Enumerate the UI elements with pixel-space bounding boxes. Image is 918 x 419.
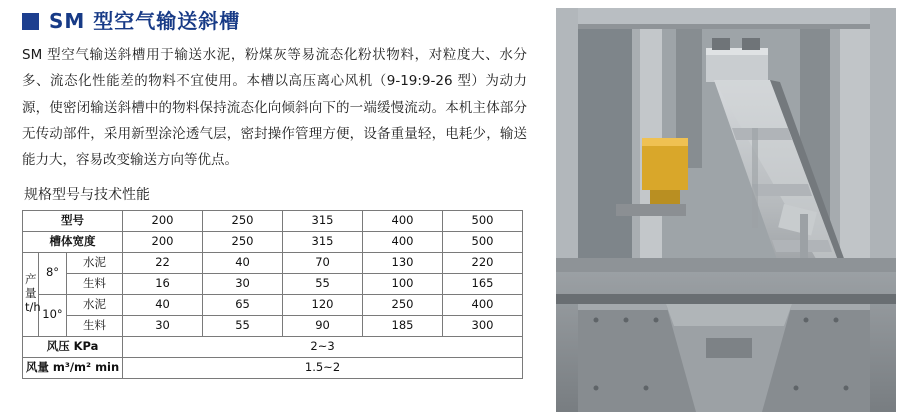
material-label-cement-8: 水泥 [67, 252, 123, 273]
cell-r8-2: 30 [203, 273, 283, 294]
table-row [23, 315, 523, 336]
angle-label-10: 10° [39, 294, 67, 336]
cell-r10-5: 300 [443, 315, 523, 336]
table-row [23, 231, 523, 252]
cell-width-5: 500 [443, 231, 523, 252]
material-label-raw-10: 生料 [67, 315, 123, 336]
cell-r8-4: 100 [363, 273, 443, 294]
cell-r10-1: 30 [123, 315, 203, 336]
cell-c10-2: 65 [203, 294, 283, 315]
left-content-column [22, 10, 532, 379]
cell-c10-4: 250 [363, 294, 443, 315]
cell-c8-3: 70 [283, 252, 363, 273]
air-slide-conveyor-photo [556, 8, 896, 412]
cell-r10-3: 90 [283, 315, 363, 336]
page-title [22, 10, 532, 32]
cell-pressure-value: 2~3 [123, 336, 523, 357]
cell-r8-5: 165 [443, 273, 523, 294]
cell-model-2: 250 [203, 210, 283, 231]
table-row [23, 294, 523, 315]
cell-airflow-value: 1.5~2 [123, 357, 523, 378]
cell-r8-3: 55 [283, 273, 363, 294]
row-label-capacity [23, 252, 39, 336]
cell-width-3: 315 [283, 231, 363, 252]
table-row [23, 273, 523, 294]
table-row [23, 336, 523, 357]
cell-c8-1: 22 [123, 252, 203, 273]
blue-square-bullet-icon [22, 13, 39, 30]
page-title-text: SM 型空气输送斜槽 [49, 9, 241, 33]
cell-width-1: 200 [123, 231, 203, 252]
row-label-pressure: 风压 KPa [23, 336, 123, 357]
cell-r10-4: 185 [363, 315, 443, 336]
product-description: SM 型空气输送斜槽用于输送水泥，粉煤灰等易流态化粉状物料，对粒度大、水分多、流态化性能差的物料不宜使用。本槽以高压离心风机（9-19:9-26 型）为动力源，使密闭输送斜槽中的物料保持流态化向倾斜向下的一端缓慢流动。本机主体部分无传动部件，采用新型涂沦透气层，密封操作管理方便，设备重量轻，电耗少，输送能力大，容易改变输送方向等优点。 [22, 47, 527, 169]
row-label-model: 型号 [23, 210, 123, 231]
angle-label-8: 8° [39, 252, 67, 294]
cell-model-1: 200 [123, 210, 203, 231]
cell-c10-3: 120 [283, 294, 363, 315]
cell-r10-2: 55 [203, 315, 283, 336]
table-row [23, 357, 523, 378]
cell-width-4: 400 [363, 231, 443, 252]
spec-table-title: 规格型号与技术性能 [24, 186, 150, 203]
cell-width-2: 250 [203, 231, 283, 252]
photo-illustration [556, 8, 896, 412]
cell-c8-5: 220 [443, 252, 523, 273]
cell-r8-1: 16 [123, 273, 203, 294]
material-label-raw-8: 生料 [67, 273, 123, 294]
cell-model-5: 500 [443, 210, 523, 231]
cell-c8-2: 40 [203, 252, 283, 273]
cell-c8-4: 130 [363, 252, 443, 273]
table-row [23, 210, 523, 231]
row-label-width: 槽体宽度 [23, 231, 123, 252]
table-row [23, 252, 523, 273]
cell-model-4: 400 [363, 210, 443, 231]
cell-model-3: 315 [283, 210, 363, 231]
capacity-label-text: 产量 t/h [25, 272, 41, 314]
cell-c10-5: 400 [443, 294, 523, 315]
spec-table [22, 210, 523, 379]
material-label-cement-10: 水泥 [67, 294, 123, 315]
row-label-airflow: 风量 m³/m² min [23, 357, 123, 378]
cell-c10-1: 40 [123, 294, 203, 315]
